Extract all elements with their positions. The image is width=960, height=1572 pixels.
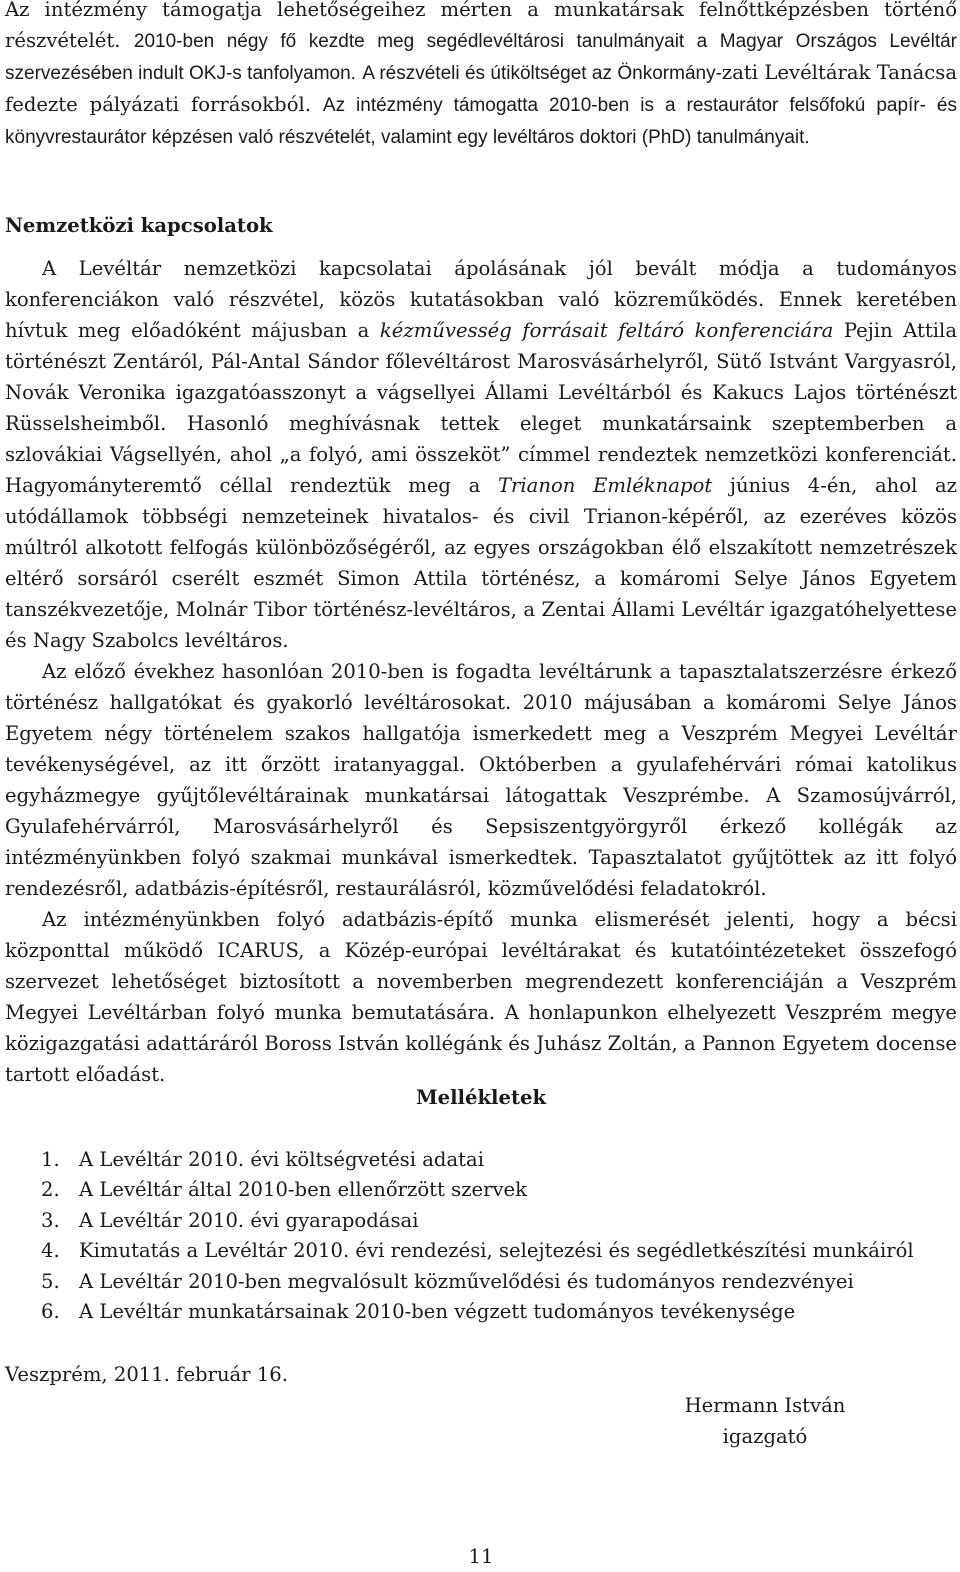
paragraph-text: A Levéltár nemzetközi kapcsolatai ápolásának jól bevált módja a tudományos konferenciákon való részvétel, közös kutatásokban való közreműködés. Ennek keretében hívtuk meg előadóként májusban a [5, 257, 957, 342]
signer-title: igazgató [722, 1425, 808, 1448]
intro-sentence-1: Az intézmény támogatja lehetőségeihez mérten a munkatársak felnőttképzésben történő részvételét. [5, 0, 957, 52]
list-item: 4. Kimutatás a Levéltár 2010. évi rendezési, selejtezési és segédletkészítési munkáiról [41, 1239, 914, 1263]
paragraph-international [5, 253, 957, 656]
list-item: 1. A Levéltár 2010. évi költségvetési adatai [41, 1148, 484, 1171]
conference-title: kézművesség forrásait feltáró konferenciára [379, 319, 834, 342]
paragraph-visitors: Az előző évekhez hasonlóan 2010-ben is fogadta levéltárunk a tapasztalatszerzésre érkező történész hallgatókat és gyakorló levéltárosokat. 2010 májusában a komáromi Selye János Egyetem négy történelem szakos hallgatója ismerkedett meg a Veszprém Megyei Levéltár tevékenységével, az itt őrzött iratanyaggal. Októberben a gyulafehérvári római katolikus egyházmegye gyűjtőlevéltárainak munkatársai látogattak Veszprémbe. A Szamosújvárról, Gyulafehérvárról, Marosvásárhelyről és Sepsiszentgyörgyről érkező kollégák az intézményünkben folyó szakmai munkával ismerkedtek. Tapasztalatot gyűjtöttek az itt folyó rendezésről, adatbázis-építésről, restaurálásról, közművelődési feladatokról. [5, 660, 957, 900]
section-body [5, 253, 957, 1090]
page-number: 11 [468, 1545, 494, 1568]
list-item: 5. A Levéltár 2010-ben megvalósult közművelődési és tudományos rendezvényei [41, 1269, 854, 1293]
intro-sentence-2: 2010-ben négy fő kezdte meg segédlevéltárosi tanulmányait a Magyar Országos Levéltár szervezésében indult OKJ-s tanfolyamon. [5, 31, 957, 84]
intro-paragraph [5, 0, 957, 153]
section-heading: Nemzetközi kapcsolatok [5, 214, 273, 237]
intro-sentence-4: zati Levéltárak Tanácsa fedezte pályázati forrásokból. [5, 61, 958, 116]
list-item: 3. A Levéltár 2010. évi gyarapodásai [41, 1208, 419, 1232]
memorial-day-title: Trianon Emléknapot [497, 474, 713, 497]
paragraph-icarus: Az intézményünkben folyó adatbázis-építő munka elismerését jelenti, hogy a bécsi központtal működő ICARUS, a Közép-európai levéltárakat és kutatóintézeteket összefogó szervezet lehetőséget biztosított a novemberben megrendezett konferenciáján a Veszprém Megyei Levéltárban folyó munka bemutatására. A honlapunkon elhelyezett Veszprém megye közigazgatási adattáráról Boross István kollégánk és Juhász Zoltán, a Pannon Egyetem docense tartott előadást. [5, 908, 957, 1086]
place-date: Veszprém, 2011. február 16. [5, 1363, 288, 1386]
paragraph-text: június 4-én, ahol az utódállamok többségi nemzeteinek hivatalos- és civil Trianon-képéről, az ezeréves közös múltról alkotott felfogás különbözőségéről, az egyes országokban élő elszakított nemzetrészek eltérő sorsáról cserélt eszmét Simon Attila történész, a komáromi Selye János Egyetem tanszékvezetője, Molnár Tibor történész-levéltáros, a Zentai Állami Levéltár igazgatóhelyettese és Nagy Szabolcs levéltáros. [5, 474, 958, 652]
list-item: 2. A Levéltár által 2010-ben ellenőrzött szervek [41, 1178, 528, 1202]
attachments-list [5, 1145, 914, 1327]
intro-sentence-3: A részvételi és útiköltséget az Önkormány- [362, 63, 722, 84]
list-item: 6. A Levéltár munkatársainak 2010-ben végzett tudományos tevékenysége [41, 1300, 796, 1324]
intro-sentence-5-lead: Az intézmény támogatta 2010-ben is a restaurátor felsőfokú papír- és könyvrestaurátor képzésen való részvételét, valamint egy levéltáros doktori (PhD) tanulmányait. [5, 95, 957, 148]
attachments-title: Mellékletek [415, 1086, 547, 1109]
signer-name: Hermann István [684, 1394, 846, 1417]
signature-block [655, 1390, 875, 1452]
paragraph-text: Pejin Attila történészt Zentáról, Pál-Antal Sándor főlevéltárost Marosvásárhelyről, Sütő Istvánt Vargyasról, Novák Veronika igazgatóasszonyt a vágsellyei Állami Levéltárból és Kakucs Lajos történészt Rüsselsheimből. Hasonló meghívásnak tettek eleget munkatársaink szeptemberben a szlovákiai Vágsellyén, ahol „a folyó, ami összeköt” címmel rendeztek nemzetközi konferenciát. Hagyományteremtő céllal rendeztük meg a [5, 319, 957, 497]
